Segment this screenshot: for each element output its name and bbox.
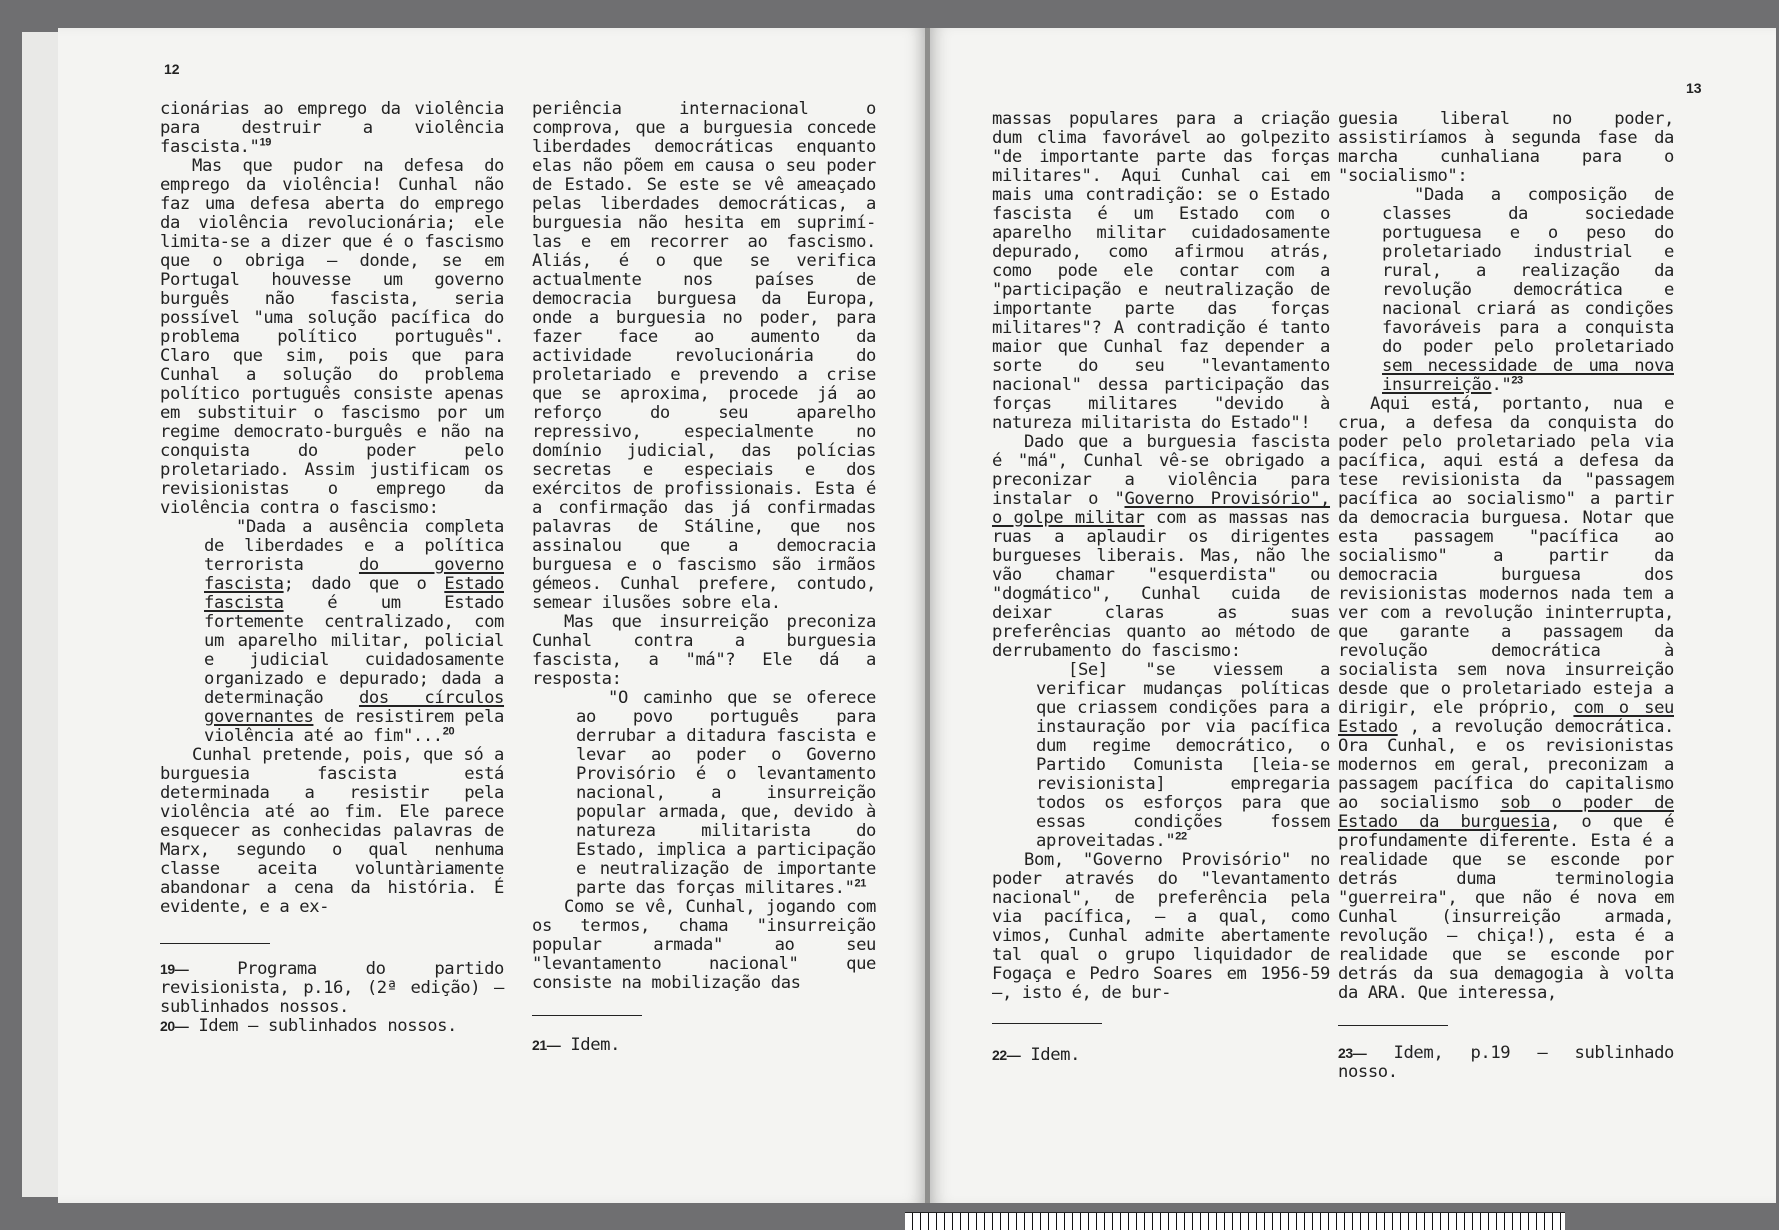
underlined-text: dos círculos governantes: [204, 688, 505, 727]
footnote-text: Programa do partido revisionista, p.16, (2ª edição) — sublinhados nossos.: [160, 959, 504, 1017]
paragraph: [160, 100, 504, 157]
footnotes: [1338, 1044, 1674, 1082]
text-run: ; dado que o: [283, 574, 445, 594]
page-number: 12: [164, 61, 180, 77]
footnote-ref: 23: [1511, 374, 1523, 387]
paragraph: [160, 746, 504, 917]
footnote-text: Idem.: [560, 1035, 621, 1055]
text-run: é um Estado fortemente centralizado, com um aparelho militar, policial e judicial cuidadosamente organizado e depurado; dada a determinação: [204, 593, 504, 708]
paragraph: [992, 851, 1330, 1003]
footnotes: [992, 1046, 1330, 1065]
body-text: [992, 110, 1330, 1003]
footnote: [992, 1046, 1330, 1065]
footnote-number: 19—: [160, 961, 189, 977]
text-run: Aqui está, portanto, nua e crua, a defesa da conquista do poder pelo proletariado pela via pacífica, aqui está a defesa da tese revisionista da "passagem pacífica ao socialismo" a partir da democracia burguesa. Notar que esta passagem "pacífica ao socialismo" a partir da democracia burguesa dos revisionistas modernos nada tem a ver com a revolução ininterrupta, que garante a passagem da revolução democrática à socialista sem nova insurreição desde que o proletariado esteja a dirigir, ele próprio,: [1338, 394, 1674, 718]
text-run: Bom, "Governo Provisório" no poder através do "levantamento nacional", de preferência pela via pacífica, — a qual, como vimos, Cunhal admite abertamente tal qual o grupo liquidador de Fogaça e Pedro Soares em 1956-59 —, isto é, de bur-: [992, 850, 1330, 1003]
page-number: 13: [1686, 80, 1702, 96]
text-run: "O caminho que se oferece ao povo português para derrubar a ditadura fascista e levar ao poder o Governo Provisório é o levantamento nacional, a insurreição popular armada, que, devido à natureza militarista do Estado, implica a participação e neutralização de importante parte das forças militares.": [576, 688, 876, 898]
right-column-2: [1338, 110, 1674, 1082]
footnote-number: 21—: [532, 1037, 561, 1053]
footnotes: [160, 960, 504, 1036]
text-run: Mas que insurreição preconiza Cunhal contra a burguesia fascista, a "má"? Ele dá a resposta:: [532, 612, 876, 689]
footnote-number: 20—: [160, 1018, 189, 1034]
text-run: cionárias ao emprego da violência para destruir a violência fascista.": [160, 99, 504, 157]
paragraph: [1338, 395, 1674, 1003]
open-booklet: [22, 28, 1762, 1203]
left-page: [58, 28, 926, 1203]
block-quote: [204, 518, 504, 746]
left-column-1: [160, 100, 504, 1036]
underlined-text: com o seu Estado: [1338, 698, 1674, 737]
footnote-number: 22—: [992, 1047, 1021, 1063]
block-quote: [576, 689, 876, 898]
text-run: "Dada a ausência completa de liberdades e a política terrorista: [204, 517, 504, 575]
text-run: [Se] "se viessem a verificar mudanças políticas que criassem condições para a instauração por via pacífica dum regime democrático, o Partido Comunista [leia-se revisionista] empregaria todos os esforços para que essas condições fossem aproveitadas.": [1036, 660, 1330, 851]
footnote: [1338, 1044, 1674, 1082]
footnote-text: Idem.: [1020, 1045, 1081, 1065]
underlined-text: do governo fascista: [204, 555, 504, 594]
body-text: [160, 100, 504, 917]
scale-ruler: [905, 1212, 1565, 1230]
footnote-ref: 19: [259, 136, 271, 149]
left-page-edges: [22, 32, 61, 1197]
underlined-text: Estado fascista: [204, 574, 504, 613]
footnotes: [532, 1036, 876, 1055]
right-column-1: [992, 110, 1330, 1065]
right-page: [930, 28, 1776, 1203]
text-run: Mas que pudor na defesa do emprego da violência! Cunhal não faz uma defesa aberta do emprego da violência revolucionária; ele limita-se a dizer que é o fascismo que o obriga — donde, se em Portugal houvesse um governo burguês não fascista, seria possível "uma solução pacífica do problema político português". Claro que sim, pois que para Cunhal a solução do problema político português consiste apenas em substituir o fascismo por um regime democrato-burguês e não na conquista do poder pelo proletariado. Assim justificam os revisionistas o emprego da violência contra o fascismo:: [160, 156, 504, 518]
footnote: [160, 960, 504, 1017]
footnote-ref: 21: [854, 877, 866, 890]
block-quote: [1382, 186, 1674, 395]
text-run: Dado que a burguesia fascista é "má", Cunhal vê-se obrigado a preconizar a violência para instalar o ": [992, 432, 1330, 509]
text-run: de resistirem pela violência até ao fim"...: [204, 707, 504, 746]
paragraph: [532, 613, 876, 689]
paragraph: [532, 898, 876, 993]
block-quote: [1036, 661, 1330, 851]
footnote: [532, 1036, 876, 1055]
footnote-ref: 20: [442, 725, 455, 738]
footnote-rule: [160, 943, 270, 944]
footnote-text: Idem, p.19 — sublinhado nosso.: [1338, 1043, 1674, 1082]
paragraph: [1338, 110, 1674, 186]
paragraph: [532, 100, 876, 613]
text-run: Como se vê, Cunhal, jogando com os termos, chama "insurreição popular armada" ao seu "levantamento nacional" que consiste na mobilização das: [532, 897, 876, 993]
text-run: massas populares para a criação dum clima favorável ao golpezito "de importante parte das forças militares". Aqui Cunhal cai em mais uma contradição: se o Estado fascista é um Estado com o aparelho militar cuidadosamente depurado, como afirmou atrás, como pode ele contar com a "participação e neutralização de importante parte das forças militares"? A contradição é tanto maior que Cunhal faz depender a sorte do seu "levantamento nacional" dessa participação das forças militares "devido à natureza militarista do Estado"!: [992, 109, 1330, 433]
text-run: Cunhal pretende, pois, que só a burguesia fascista está determinada a resistir pela violência até ao fim. Ele parece esquecer as conhecidas palavras de Marx, segundo o qual nenhuma classe aceita voluntàriamente abandonar a cena da história. É evidente, e a ex-: [160, 745, 504, 917]
text-run: com as massas nas ruas a aplaudir os dirigentes burgueses liberais. Mas, não lhe vão chamar "esquerdista" ou "dogmático", Cunhal cuida de deixar claras as suas preferências quanto ao método de derrubamento do fascismo:: [992, 508, 1331, 661]
underlined-text: Governo Provisório", o golpe militar: [992, 489, 1330, 528]
paragraph: [992, 110, 1330, 433]
underlined-text: sob o poder de Estado da burguesia: [1338, 793, 1674, 832]
footnote: [160, 1017, 504, 1036]
paragraph: [992, 433, 1330, 661]
footnote-ref: 22: [1175, 830, 1187, 843]
text-run: "Dada a composição de classes da sociedade portuguesa e o peso do proletariado industrial e rural, a realização da revolução democrática e nacional criará as condições favoráveis para a conquista do poder pelo proletariado: [1382, 185, 1674, 357]
text-run: .": [1491, 375, 1512, 395]
underlined-text: sem necessidade de uma nova insurreição: [1382, 356, 1674, 395]
body-text: [532, 100, 876, 993]
text-run: , a revolução democrática. Ora Cunhal, e os revisionistas modernos em geral, preconizam a passagem pacífica do capitalismo ao socialismo: [1338, 717, 1674, 813]
text-run: guesia liberal no poder, assistiríamos à segunda fase da marcha cunhaliana para o "socialismo":: [1338, 109, 1674, 186]
left-column-2: [532, 100, 876, 1055]
footnote-rule: [532, 1015, 642, 1016]
footnote-text: Idem — sublinhados nossos.: [188, 1016, 457, 1036]
footnote-rule: [1338, 1025, 1448, 1026]
text-run: , o que é profundamente diferente. Esta é a realidade que se esconde por detrás duma terminologia "guerreira", que não é nova em Cunhal (insurreição armada, revolução — chiça!), esta é a realidade que se esconde por detrás da sua demagogia à volta da ARA. Que interessa,: [1338, 812, 1675, 1003]
text-run: periência internacional o comprova, que a burguesia concede liberdades democráticas enquanto elas não põem em causa o seu poder de Estado. Se este se vê ameaçado pelas liberdades democráticas, a burguesia não hesita em suprimí-las e em recorrer ao fascismo. Aliás, é o que se verifica actualmente nos países de democracia burguesa da Europa, onde a burguesia no poder, para fazer face ao aumento da actividade revolucionária do proletariado e prevendo a crise que se aproxima, procede já ao reforço do seu aparelho repressivo, especialmente no domínio judicial, das polícias secretas e especiais e dos exércitos de profissionais. Esta é a confirmação das já confirmadas palavras de Stáline, que nos assinalou que a democracia burguesa e o fascismo são irmãos gémeos. Cunhal prefere, contudo, semear ilusões sobre ela.: [532, 99, 876, 613]
body-text: [1338, 110, 1674, 1003]
footnote-rule: [992, 1023, 1102, 1024]
footnote-number: 23—: [1338, 1045, 1367, 1061]
paragraph: [160, 157, 504, 518]
